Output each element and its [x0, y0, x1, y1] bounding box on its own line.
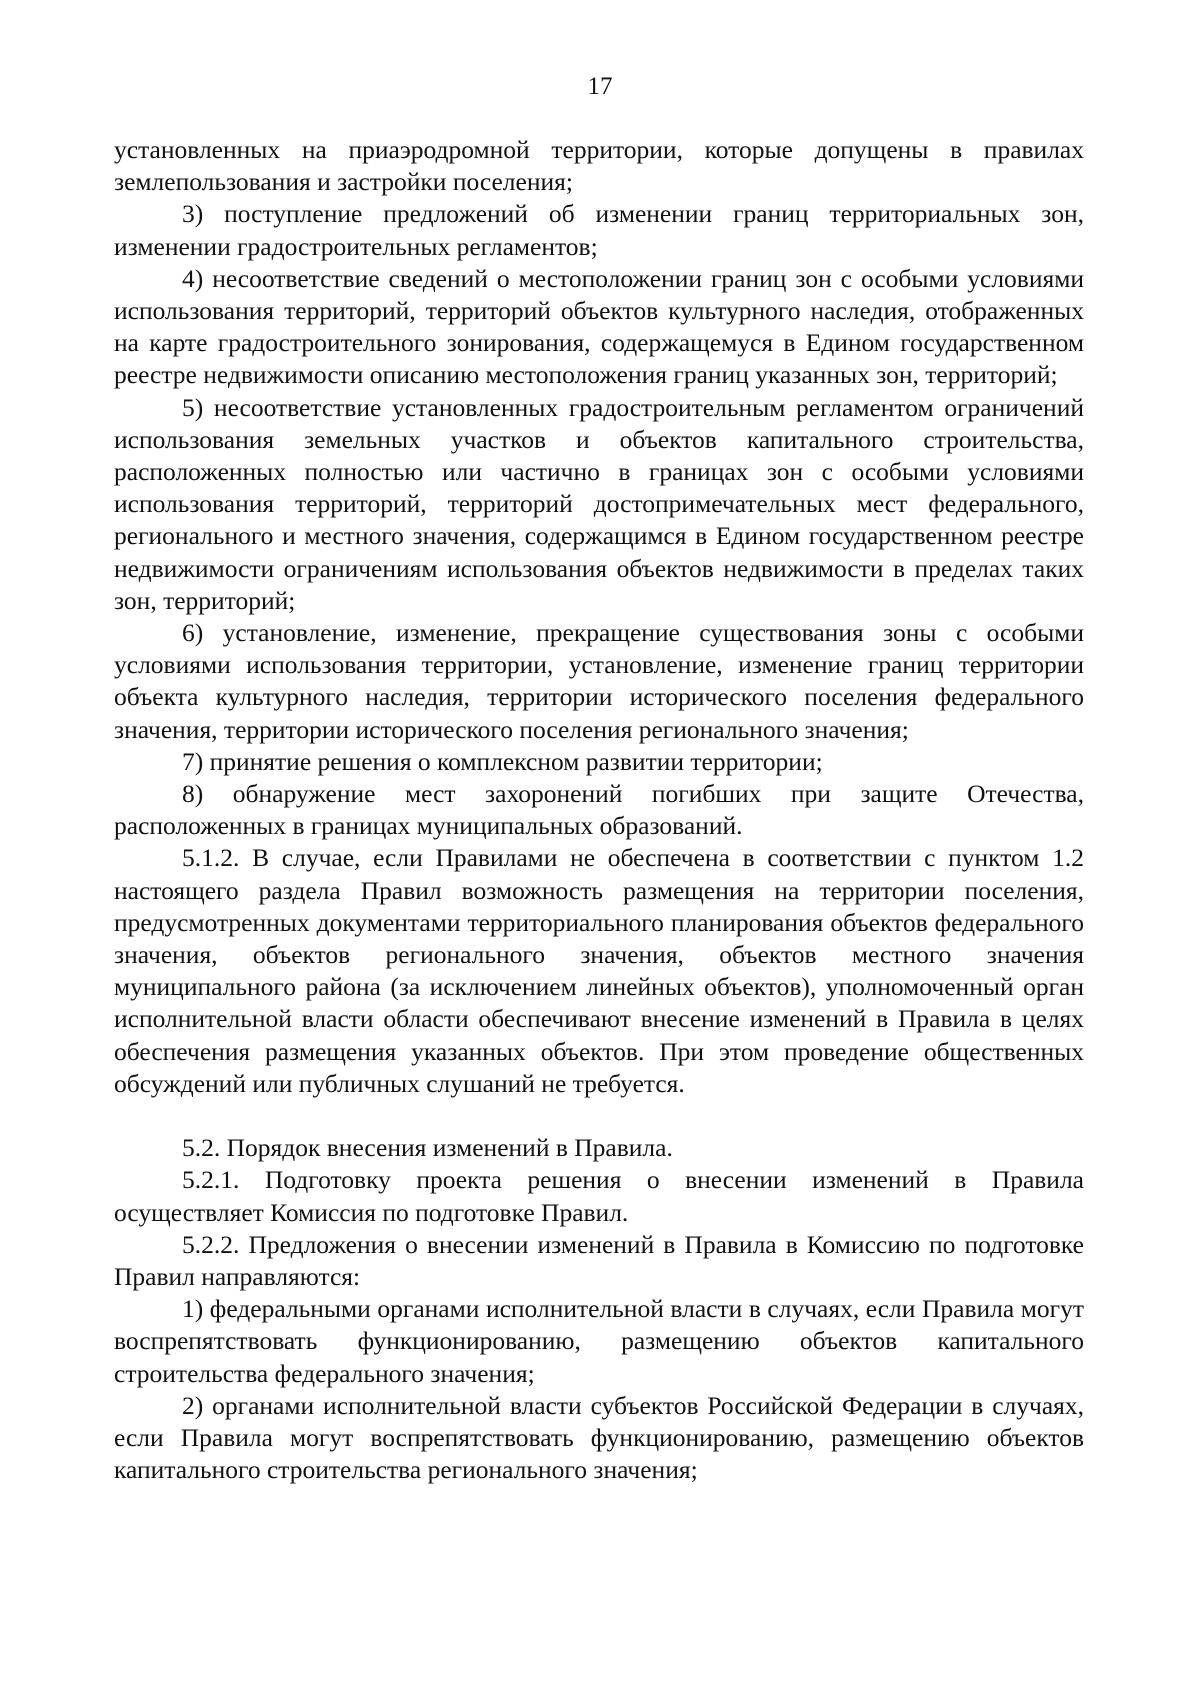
clause-5-2-2: 5.2.2. Предложения о внесении изменений в Правила в Комиссию по подготовке Правил направляются: — [114, 1229, 1084, 1291]
section-heading-5-2: 5.2. Порядок внесения изменений в Правила. — [182, 1133, 673, 1163]
document-body — [114, 134, 1084, 1486]
list-item-4: 4) несоответствие сведений о местоположении границ зон с особыми условиями использования территорий, территорий объектов культурного наследия, отображенных на карте градостроительного зонирования, содержащемуся в Едином государственном реестре недвижимости описанию местоположения границ указанных зон, территорий; — [114, 263, 1084, 390]
list-item-8: 8) обнаружение мест захоронений погибших при защите Отечества, расположенных в границах муниципальных образований. — [114, 779, 1084, 841]
clause-5-2-1: 5.2.1. Подготовку проекта решения о внесении изменений в Правила осуществляет Комиссия по подготовке Правил. — [114, 1165, 1084, 1227]
list-item-5: 5) несоответствие установленных градостроительным регламентом ограничений использования земельных участков и объектов капитального строительства, расположенных полностью или частично в границах зон с особыми условиями использования территорий, территорий достопримечательных мест федерального, регионального и местного значения, содержащимся в Едином государственном реестре недвижимости ограничениям использования объектов недвижимости в пределах таких зон, территорий; — [114, 392, 1084, 615]
subitem-2: 2) органами исполнительной власти субъектов Российской Федерации в случаях, если Правила могут воспрепятствовать функционированию, размещению объектов капитального строительства регионального значения; — [114, 1390, 1084, 1485]
list-item-6: 6) установление, изменение, прекращение существования зоны с особыми условиями использования территории, установление, изменение границ территории объекта культурного наследия, территории исторического поселения федерального значения, территории исторического поселения регионального значения; — [114, 618, 1084, 744]
paragraph-continuation: установленных на приаэродромной территории, которые допущены в правилах землепользования и застройки поселения; — [114, 135, 1084, 197]
subitem-1: 1) федеральными органами исполнительной власти в случаях, если Правила могут воспрепятствовать функционированию, размещению объектов капитального строительства федерального значения; — [114, 1294, 1084, 1388]
clause-5-1-2: 5.1.2. В случае, если Правилами не обеспечена в соответствии с пунктом 1.2 настоящего раздела Правил возможность размещения на территории поселения, предусмотренных документами территориального планирования объектов федерального значения, объектов регионального значения, объектов местного значения муниципального района (за исключением линейных объектов), уполномоченный орган исполнительной власти области обеспечивают внесение изменений в Правила в целях обеспечения размещения указанных объектов. При этом проведение общественных обсуждений или публичных слушаний не требуется. — [114, 843, 1084, 1098]
list-item-7: 7) принятие решения о комплексном развитии территории; — [182, 746, 823, 776]
list-item-3: 3) поступление предложений об изменении границ территориальных зон, изменении градостроительных регламентов; — [114, 199, 1084, 261]
page-number: 17 — [587, 73, 613, 100]
